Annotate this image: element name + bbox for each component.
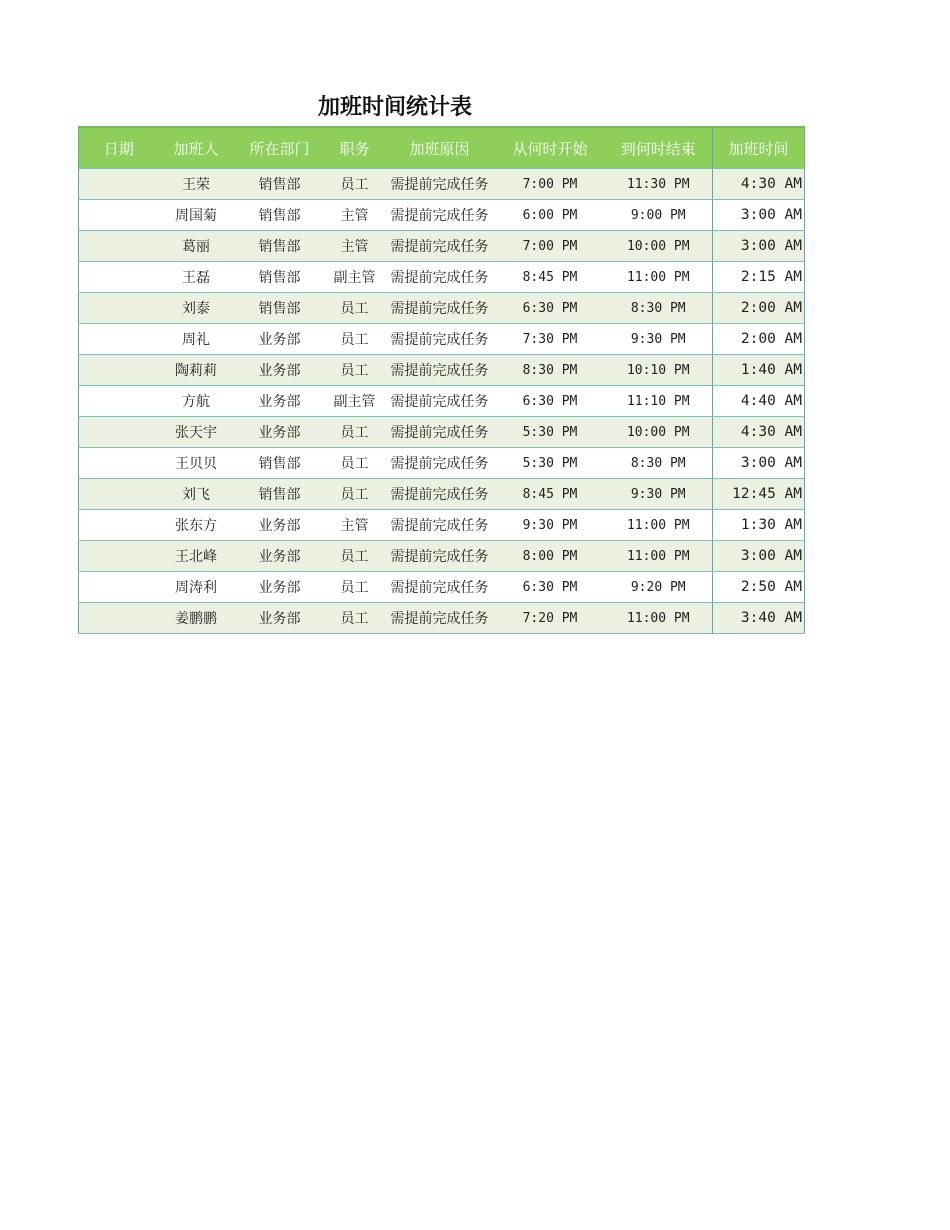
cell-dept[interactable]: 销售部 bbox=[234, 479, 326, 510]
cell-name[interactable]: 王磊 bbox=[159, 262, 234, 293]
cell-name[interactable]: 张东方 bbox=[159, 510, 234, 541]
cell-date[interactable] bbox=[79, 293, 159, 324]
cell-start[interactable]: 6:30 PM bbox=[496, 293, 605, 324]
cell-date[interactable] bbox=[79, 231, 159, 262]
cell-hours[interactable]: 3:00 AM bbox=[713, 231, 805, 262]
cell-dept[interactable]: 业务部 bbox=[234, 603, 326, 634]
cell-date[interactable] bbox=[79, 541, 159, 572]
cell-reason[interactable]: 需提前完成任务 bbox=[384, 386, 496, 417]
cell-role[interactable]: 员工 bbox=[326, 448, 384, 479]
cell-date[interactable] bbox=[79, 200, 159, 231]
cell-hours[interactable]: 2:50 AM bbox=[713, 572, 805, 603]
table-row bbox=[79, 355, 805, 386]
cell-reason[interactable]: 需提前完成任务 bbox=[384, 262, 496, 293]
cell-hours[interactable]: 2:00 AM bbox=[713, 293, 805, 324]
cell-end[interactable]: 11:00 PM bbox=[605, 541, 713, 572]
col-header-role[interactable]: 职务 bbox=[326, 127, 384, 169]
cell-dept[interactable]: 业务部 bbox=[234, 324, 326, 355]
cell-name[interactable]: 刘飞 bbox=[159, 479, 234, 510]
cell-dept[interactable]: 销售部 bbox=[234, 231, 326, 262]
cell-hours[interactable]: 1:40 AM bbox=[713, 355, 805, 386]
cell-role[interactable]: 主管 bbox=[326, 200, 384, 231]
cell-role[interactable]: 员工 bbox=[326, 603, 384, 634]
table-row bbox=[79, 324, 805, 355]
cell-end[interactable]: 11:00 PM bbox=[605, 603, 713, 634]
cell-reason[interactable]: 需提前完成任务 bbox=[384, 541, 496, 572]
cell-role[interactable]: 副主管 bbox=[326, 262, 384, 293]
table-row bbox=[79, 448, 805, 479]
cell-reason[interactable]: 需提前完成任务 bbox=[384, 324, 496, 355]
cell-reason[interactable]: 需提前完成任务 bbox=[384, 417, 496, 448]
header-row bbox=[79, 127, 805, 169]
cell-date[interactable] bbox=[79, 386, 159, 417]
cell-dept[interactable]: 业务部 bbox=[234, 541, 326, 572]
cell-dept[interactable]: 销售部 bbox=[234, 169, 326, 200]
cell-date[interactable] bbox=[79, 448, 159, 479]
cell-hours[interactable]: 3:40 AM bbox=[713, 603, 805, 634]
cell-name[interactable]: 王贝贝 bbox=[159, 448, 234, 479]
cell-role[interactable]: 员工 bbox=[326, 355, 384, 386]
cell-name[interactable]: 周礼 bbox=[159, 324, 234, 355]
cell-end[interactable]: 10:10 PM bbox=[605, 355, 713, 386]
cell-name[interactable]: 方航 bbox=[159, 386, 234, 417]
cell-hours[interactable]: 2:15 AM bbox=[713, 262, 805, 293]
col-header-reason[interactable]: 加班原因 bbox=[384, 127, 496, 169]
cell-date[interactable] bbox=[79, 479, 159, 510]
col-header-date[interactable]: 日期 bbox=[79, 127, 159, 169]
col-header-name[interactable]: 加班人 bbox=[159, 127, 234, 169]
cell-name[interactable]: 周涛利 bbox=[159, 572, 234, 603]
table-row bbox=[79, 417, 805, 448]
cell-dept[interactable]: 业务部 bbox=[234, 572, 326, 603]
cell-start[interactable]: 5:30 PM bbox=[496, 417, 605, 448]
table-row bbox=[79, 572, 805, 603]
cell-reason[interactable]: 需提前完成任务 bbox=[384, 169, 496, 200]
cell-role[interactable]: 主管 bbox=[326, 231, 384, 262]
cell-role[interactable]: 员工 bbox=[326, 479, 384, 510]
cell-date[interactable] bbox=[79, 572, 159, 603]
cell-name[interactable]: 张天宇 bbox=[159, 417, 234, 448]
cell-role[interactable]: 员工 bbox=[326, 417, 384, 448]
cell-name[interactable]: 王荣 bbox=[159, 169, 234, 200]
cell-start[interactable]: 8:45 PM bbox=[496, 262, 605, 293]
cell-reason[interactable]: 需提前完成任务 bbox=[384, 293, 496, 324]
cell-start[interactable]: 8:00 PM bbox=[496, 541, 605, 572]
cell-start[interactable]: 7:30 PM bbox=[496, 324, 605, 355]
cell-end[interactable]: 11:30 PM bbox=[605, 169, 713, 200]
cell-role[interactable]: 员工 bbox=[326, 324, 384, 355]
table-row bbox=[79, 262, 805, 293]
cell-start[interactable]: 6:30 PM bbox=[496, 386, 605, 417]
col-header-hours[interactable]: 加班时间 bbox=[713, 127, 805, 169]
cell-start[interactable]: 7:00 PM bbox=[496, 231, 605, 262]
cell-dept[interactable]: 销售部 bbox=[234, 448, 326, 479]
col-header-end[interactable]: 到何时结束 bbox=[605, 127, 713, 169]
cell-date[interactable] bbox=[79, 262, 159, 293]
table-row bbox=[79, 479, 805, 510]
cell-end[interactable]: 9:00 PM bbox=[605, 200, 713, 231]
cell-reason[interactable]: 需提前完成任务 bbox=[384, 572, 496, 603]
cell-end[interactable]: 9:30 PM bbox=[605, 324, 713, 355]
cell-hours[interactable]: 4:40 AM bbox=[713, 386, 805, 417]
cell-date[interactable] bbox=[79, 510, 159, 541]
cell-date[interactable] bbox=[79, 355, 159, 386]
cell-end[interactable]: 10:00 PM bbox=[605, 231, 713, 262]
cell-date[interactable] bbox=[79, 324, 159, 355]
cell-dept[interactable]: 销售部 bbox=[234, 200, 326, 231]
cell-dept[interactable]: 销售部 bbox=[234, 293, 326, 324]
cell-hours[interactable]: 3:00 AM bbox=[713, 448, 805, 479]
cell-role[interactable]: 副主管 bbox=[326, 386, 384, 417]
table-row bbox=[79, 231, 805, 262]
sheet-title: 加班时间统计表 bbox=[317, 95, 472, 120]
cell-end[interactable]: 10:00 PM bbox=[605, 417, 713, 448]
cell-start[interactable]: 8:45 PM bbox=[496, 479, 605, 510]
cell-start[interactable]: 5:30 PM bbox=[496, 448, 605, 479]
cell-reason[interactable]: 需提前完成任务 bbox=[384, 479, 496, 510]
cell-role[interactable]: 员工 bbox=[326, 293, 384, 324]
cell-role[interactable]: 主管 bbox=[326, 510, 384, 541]
col-header-start[interactable]: 从何时开始 bbox=[496, 127, 605, 169]
cell-name[interactable]: 王北峰 bbox=[159, 541, 234, 572]
table-row bbox=[79, 169, 805, 200]
cell-hours[interactable]: 4:30 AM bbox=[713, 169, 805, 200]
cell-end[interactable]: 11:10 PM bbox=[605, 386, 713, 417]
cell-end[interactable]: 9:20 PM bbox=[605, 572, 713, 603]
cell-end[interactable]: 8:30 PM bbox=[605, 448, 713, 479]
cell-reason[interactable]: 需提前完成任务 bbox=[384, 448, 496, 479]
cell-end[interactable]: 11:00 PM bbox=[605, 262, 713, 293]
cell-reason[interactable]: 需提前完成任务 bbox=[384, 231, 496, 262]
cell-date[interactable] bbox=[79, 169, 159, 200]
cell-dept[interactable]: 销售部 bbox=[234, 262, 326, 293]
table-row bbox=[79, 603, 805, 634]
table-row bbox=[79, 293, 805, 324]
table-row bbox=[79, 541, 805, 572]
cell-dept[interactable]: 业务部 bbox=[234, 510, 326, 541]
cell-name[interactable]: 陶莉莉 bbox=[159, 355, 234, 386]
table-row bbox=[79, 386, 805, 417]
cell-dept[interactable]: 业务部 bbox=[234, 355, 326, 386]
cell-name[interactable]: 刘泰 bbox=[159, 293, 234, 324]
cell-start[interactable]: 6:30 PM bbox=[496, 572, 605, 603]
cell-role[interactable]: 员工 bbox=[326, 541, 384, 572]
cell-reason[interactable]: 需提前完成任务 bbox=[384, 510, 496, 541]
cell-end[interactable]: 8:30 PM bbox=[605, 293, 713, 324]
table-row bbox=[79, 510, 805, 541]
cell-start[interactable]: 6:00 PM bbox=[496, 200, 605, 231]
cell-dept[interactable]: 业务部 bbox=[234, 417, 326, 448]
cell-hours[interactable]: 12:45 AM bbox=[713, 479, 805, 510]
cell-role[interactable]: 员工 bbox=[326, 572, 384, 603]
cell-hours[interactable]: 3:00 AM bbox=[713, 541, 805, 572]
cell-reason[interactable]: 需提前完成任务 bbox=[384, 355, 496, 386]
table-row bbox=[79, 200, 805, 231]
cell-dept[interactable]: 业务部 bbox=[234, 386, 326, 417]
cell-hours[interactable]: 4:30 AM bbox=[713, 417, 805, 448]
overtime-table bbox=[78, 126, 805, 634]
cell-reason[interactable]: 需提前完成任务 bbox=[384, 603, 496, 634]
cell-hours[interactable]: 3:00 AM bbox=[713, 200, 805, 231]
cell-name[interactable]: 葛丽 bbox=[159, 231, 234, 262]
cell-end[interactable]: 9:30 PM bbox=[605, 479, 713, 510]
cell-start[interactable]: 7:20 PM bbox=[496, 603, 605, 634]
cell-start[interactable]: 8:30 PM bbox=[496, 355, 605, 386]
cell-start[interactable]: 9:30 PM bbox=[496, 510, 605, 541]
cell-role[interactable]: 员工 bbox=[326, 169, 384, 200]
cell-end[interactable]: 11:00 PM bbox=[605, 510, 713, 541]
cell-date[interactable] bbox=[79, 417, 159, 448]
cell-date[interactable] bbox=[79, 603, 159, 634]
cell-hours[interactable]: 1:30 AM bbox=[713, 510, 805, 541]
cell-name[interactable]: 周国菊 bbox=[159, 200, 234, 231]
cell-reason[interactable]: 需提前完成任务 bbox=[384, 200, 496, 231]
cell-name[interactable]: 姜鹏鹏 bbox=[159, 603, 234, 634]
cell-hours[interactable]: 2:00 AM bbox=[713, 324, 805, 355]
cell-start[interactable]: 7:00 PM bbox=[496, 169, 605, 200]
col-header-dept[interactable]: 所在部门 bbox=[234, 127, 326, 169]
